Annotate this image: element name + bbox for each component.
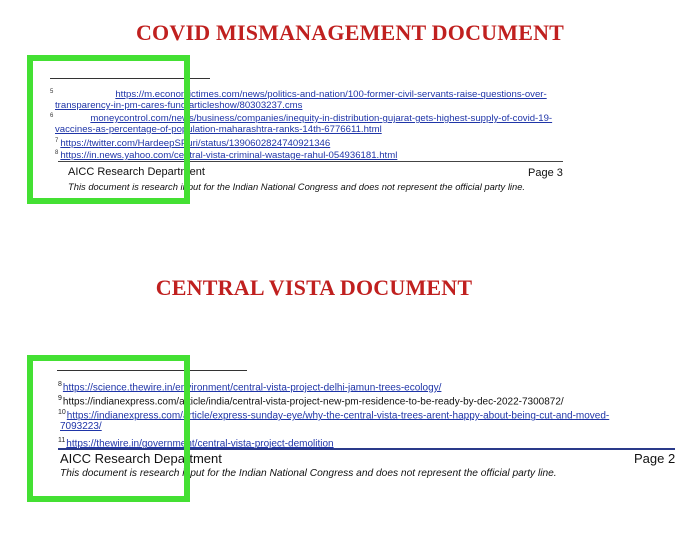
footnote-url-text: https://indianexpress.com/article/india/central-vista-project-new-pm-residence-to-be-ready-by-dec-2022-7300872/ <box>62 396 564 408</box>
footnote-number: 10 <box>58 409 66 416</box>
footnote-link[interactable]: https://thewire.in/government/central-vista-project-demolition <box>66 438 334 450</box>
footnote-link-continued[interactable]: transparency-in-pm-cares-fund/articleshow/80303237.cms <box>55 100 303 111</box>
footnote-number: 8 <box>55 150 59 156</box>
footnote-link-continued[interactable]: vaccines-as-percentage-of-population-maharashtra-ranks-14th-6776611.html <box>55 124 382 135</box>
covid-document-heading: COVID MISMANAGEMENT DOCUMENT <box>135 20 565 45</box>
footnote-link-continued[interactable]: 7093223/ <box>60 421 102 432</box>
footnote-number: 11 <box>58 437 66 444</box>
footnote-link[interactable]: https://indianexpress.com/article/express-sunday-eye/why-the-central-vista-trees-arent-happy-about-being-cut-and-moved- <box>66 410 610 422</box>
department-label: AICC Research Department <box>68 166 205 178</box>
footnote-link[interactable]: https://m.economictimes.com/news/politics-and-nation/100-former-civil-servants-raise-questions-over- <box>115 89 547 101</box>
footnote-number: 5 <box>50 89 54 95</box>
faded-background-text <box>4 58 9 81</box>
disclaimer-text: This document is research input for the Indian National Congress and does not represent the official party line. <box>60 468 557 479</box>
highlight-box <box>27 355 190 502</box>
disclaimer-text: This document is research input for the Indian National Congress and does not represent the official party line. <box>68 181 526 192</box>
highlight-box <box>27 55 190 204</box>
department-label: AICC Research Department <box>60 451 222 466</box>
footnote-link[interactable]: https://in.news.yahoo.com/central-vista-criminal-wastage-rahul-054936181.html <box>60 150 398 162</box>
footnote-number: 8 <box>58 381 62 388</box>
footnote-link[interactable]: https://twitter.com/HardeepSPuri/status/1390602824740921346 <box>60 138 331 150</box>
footnote-number: 9 <box>58 395 62 402</box>
footnote-number: 6 <box>50 113 54 119</box>
central-vista-document-heading: CENTRAL VISTA DOCUMENT <box>155 275 473 300</box>
footnote-number: 7 <box>55 138 59 144</box>
page-number: Page 2 <box>634 451 676 466</box>
footnote-link[interactable]: moneycontrol.com/news/business/companies/inequity-in-distribution-gujarat-gets-highest-supply-of-covid-19- <box>90 113 553 125</box>
page-number: Page 3 <box>528 167 563 179</box>
footnote-link[interactable]: https://science.thewire.in/environment/central-vista-project-delhi-jamun-trees-ecology/ <box>62 382 442 394</box>
